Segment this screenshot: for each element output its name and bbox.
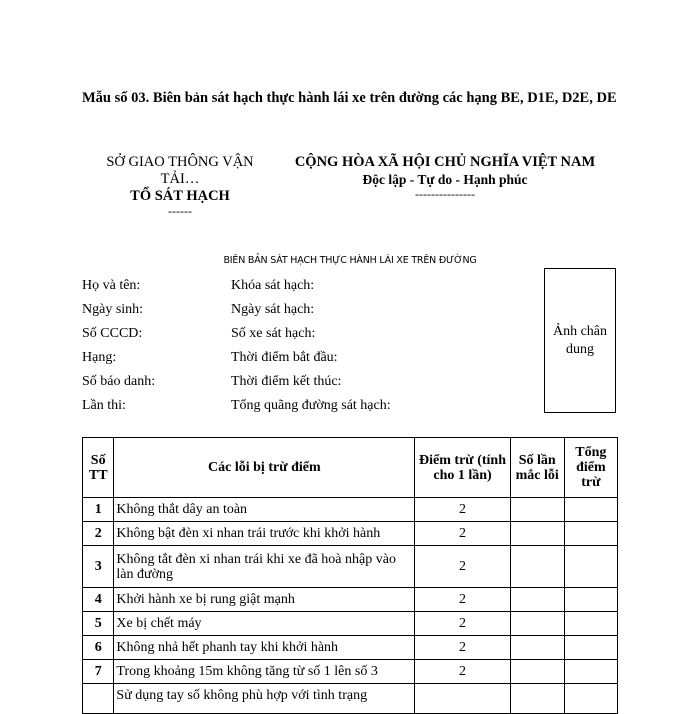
org-unit: TỔ SÁT HẠCH (130, 188, 230, 204)
row-error: Không nhả hết phanh tay khi khởi hành (114, 636, 415, 660)
row-penalty: 2 (415, 546, 510, 588)
row-total-cell[interactable] (564, 636, 617, 660)
field-exam-course: Khóa sát hạch: (231, 278, 315, 293)
issuing-organization (80, 154, 280, 217)
table-row (83, 588, 618, 612)
org-rule: ------ (168, 204, 192, 218)
org-line-2: TẢI… (160, 171, 200, 187)
field-end-time: Thời điểm kết thúc: (231, 374, 342, 389)
portrait-photo-label: Ảnh chân dung (552, 323, 608, 357)
row-count-cell[interactable] (510, 684, 564, 714)
field-exam-date: Ngày sát hạch: (231, 302, 315, 317)
row-error: Không tắt đèn xi nhan trái khi xe đã hoà nhập vào làn đường (114, 546, 415, 588)
row-penalty: 2 (415, 588, 510, 612)
row-number (83, 684, 114, 714)
field-full-name: Họ và tên: (82, 278, 141, 293)
header-errors: Các lỗi bị trừ điểm (114, 438, 415, 498)
table-row (83, 636, 618, 660)
form-title: BIÊN BẢN SÁT HẠCH THỰC HÀNH LÁI XE TRÊN ĐƯỜNG (223, 255, 477, 266)
row-number: 7 (83, 660, 114, 684)
row-number: 4 (83, 588, 114, 612)
row-total-cell[interactable] (564, 660, 617, 684)
row-error: Xe bị chết máy (114, 612, 415, 636)
field-start-time: Thời điểm bắt đầu: (231, 350, 338, 365)
row-penalty: 2 (415, 660, 510, 684)
row-number: 1 (83, 498, 114, 522)
row-penalty: 2 (415, 636, 510, 660)
row-count-cell[interactable] (510, 522, 564, 546)
table-row (83, 684, 618, 714)
nation-name: CỘNG HÒA XÃ HỘI CHỦ NGHĨA VIỆT NAM (294, 154, 596, 170)
table-row (83, 612, 618, 636)
table-row (83, 522, 618, 546)
header-stt: Số TT (83, 438, 114, 498)
row-total-cell[interactable] (564, 546, 617, 588)
row-penalty: 2 (415, 612, 510, 636)
row-error: Trong khoảng 15m không tăng từ số 1 lên số 3 (114, 660, 415, 684)
national-header (280, 154, 610, 200)
row-count-cell[interactable] (510, 588, 564, 612)
field-candidate-number: Số báo danh: (82, 374, 156, 389)
row-count-cell[interactable] (510, 660, 564, 684)
row-error: Không bật đèn xi nhan trái trước khi khởi hành (114, 522, 415, 546)
document-title: Mẫu số 03. Biên bản sát hạch thực hành lái xe trên đường các hạng BE, D1E, D2E, DE (82, 90, 617, 106)
row-number: 2 (83, 522, 114, 546)
org-line-1: SỞ GIAO THÔNG VẬN (106, 154, 254, 170)
header-total: Tổng điểm trừ (564, 438, 617, 498)
table-row (83, 498, 618, 522)
row-count-cell[interactable] (510, 636, 564, 660)
row-number: 5 (83, 612, 114, 636)
field-license-class: Hạng: (82, 350, 117, 365)
field-attempt: Lần thi: (82, 398, 126, 413)
header-penalty: Điểm trừ (tính cho 1 lần) (415, 438, 510, 498)
portrait-photo-box (544, 268, 616, 413)
row-penalty: 2 (415, 522, 510, 546)
row-penalty: 2 (415, 498, 510, 522)
row-count-cell[interactable] (510, 498, 564, 522)
row-total-cell[interactable] (564, 498, 617, 522)
table-row (83, 660, 618, 684)
row-total-cell[interactable] (564, 588, 617, 612)
row-total-cell[interactable] (564, 612, 617, 636)
row-penalty (415, 684, 510, 714)
row-number: 3 (83, 546, 114, 588)
row-count-cell[interactable] (510, 612, 564, 636)
field-total-distance: Tổng quãng đường sát hạch: (231, 398, 391, 413)
table-header-row (83, 438, 618, 498)
row-error: Không thắt dây an toàn (114, 498, 415, 522)
field-id-number: Số CCCD: (82, 326, 143, 341)
penalty-table (82, 437, 618, 714)
field-vehicle-number: Số xe sát hạch: (231, 326, 316, 341)
row-number: 6 (83, 636, 114, 660)
field-birth-date: Ngày sinh: (82, 302, 144, 317)
row-total-cell[interactable] (564, 684, 617, 714)
row-error: Khởi hành xe bị rung giật mạnh (114, 588, 415, 612)
table-row (83, 546, 618, 588)
row-error: Sử dụng tay số không phù hợp với tình trạng (114, 684, 415, 714)
row-count-cell[interactable] (510, 546, 564, 588)
motto: Độc lập - Tự do - Hạnh phúc (362, 172, 528, 187)
row-total-cell[interactable] (564, 522, 617, 546)
header-count: Số lần mắc lỗi (510, 438, 564, 498)
motto-rule: --------------- (415, 187, 475, 201)
